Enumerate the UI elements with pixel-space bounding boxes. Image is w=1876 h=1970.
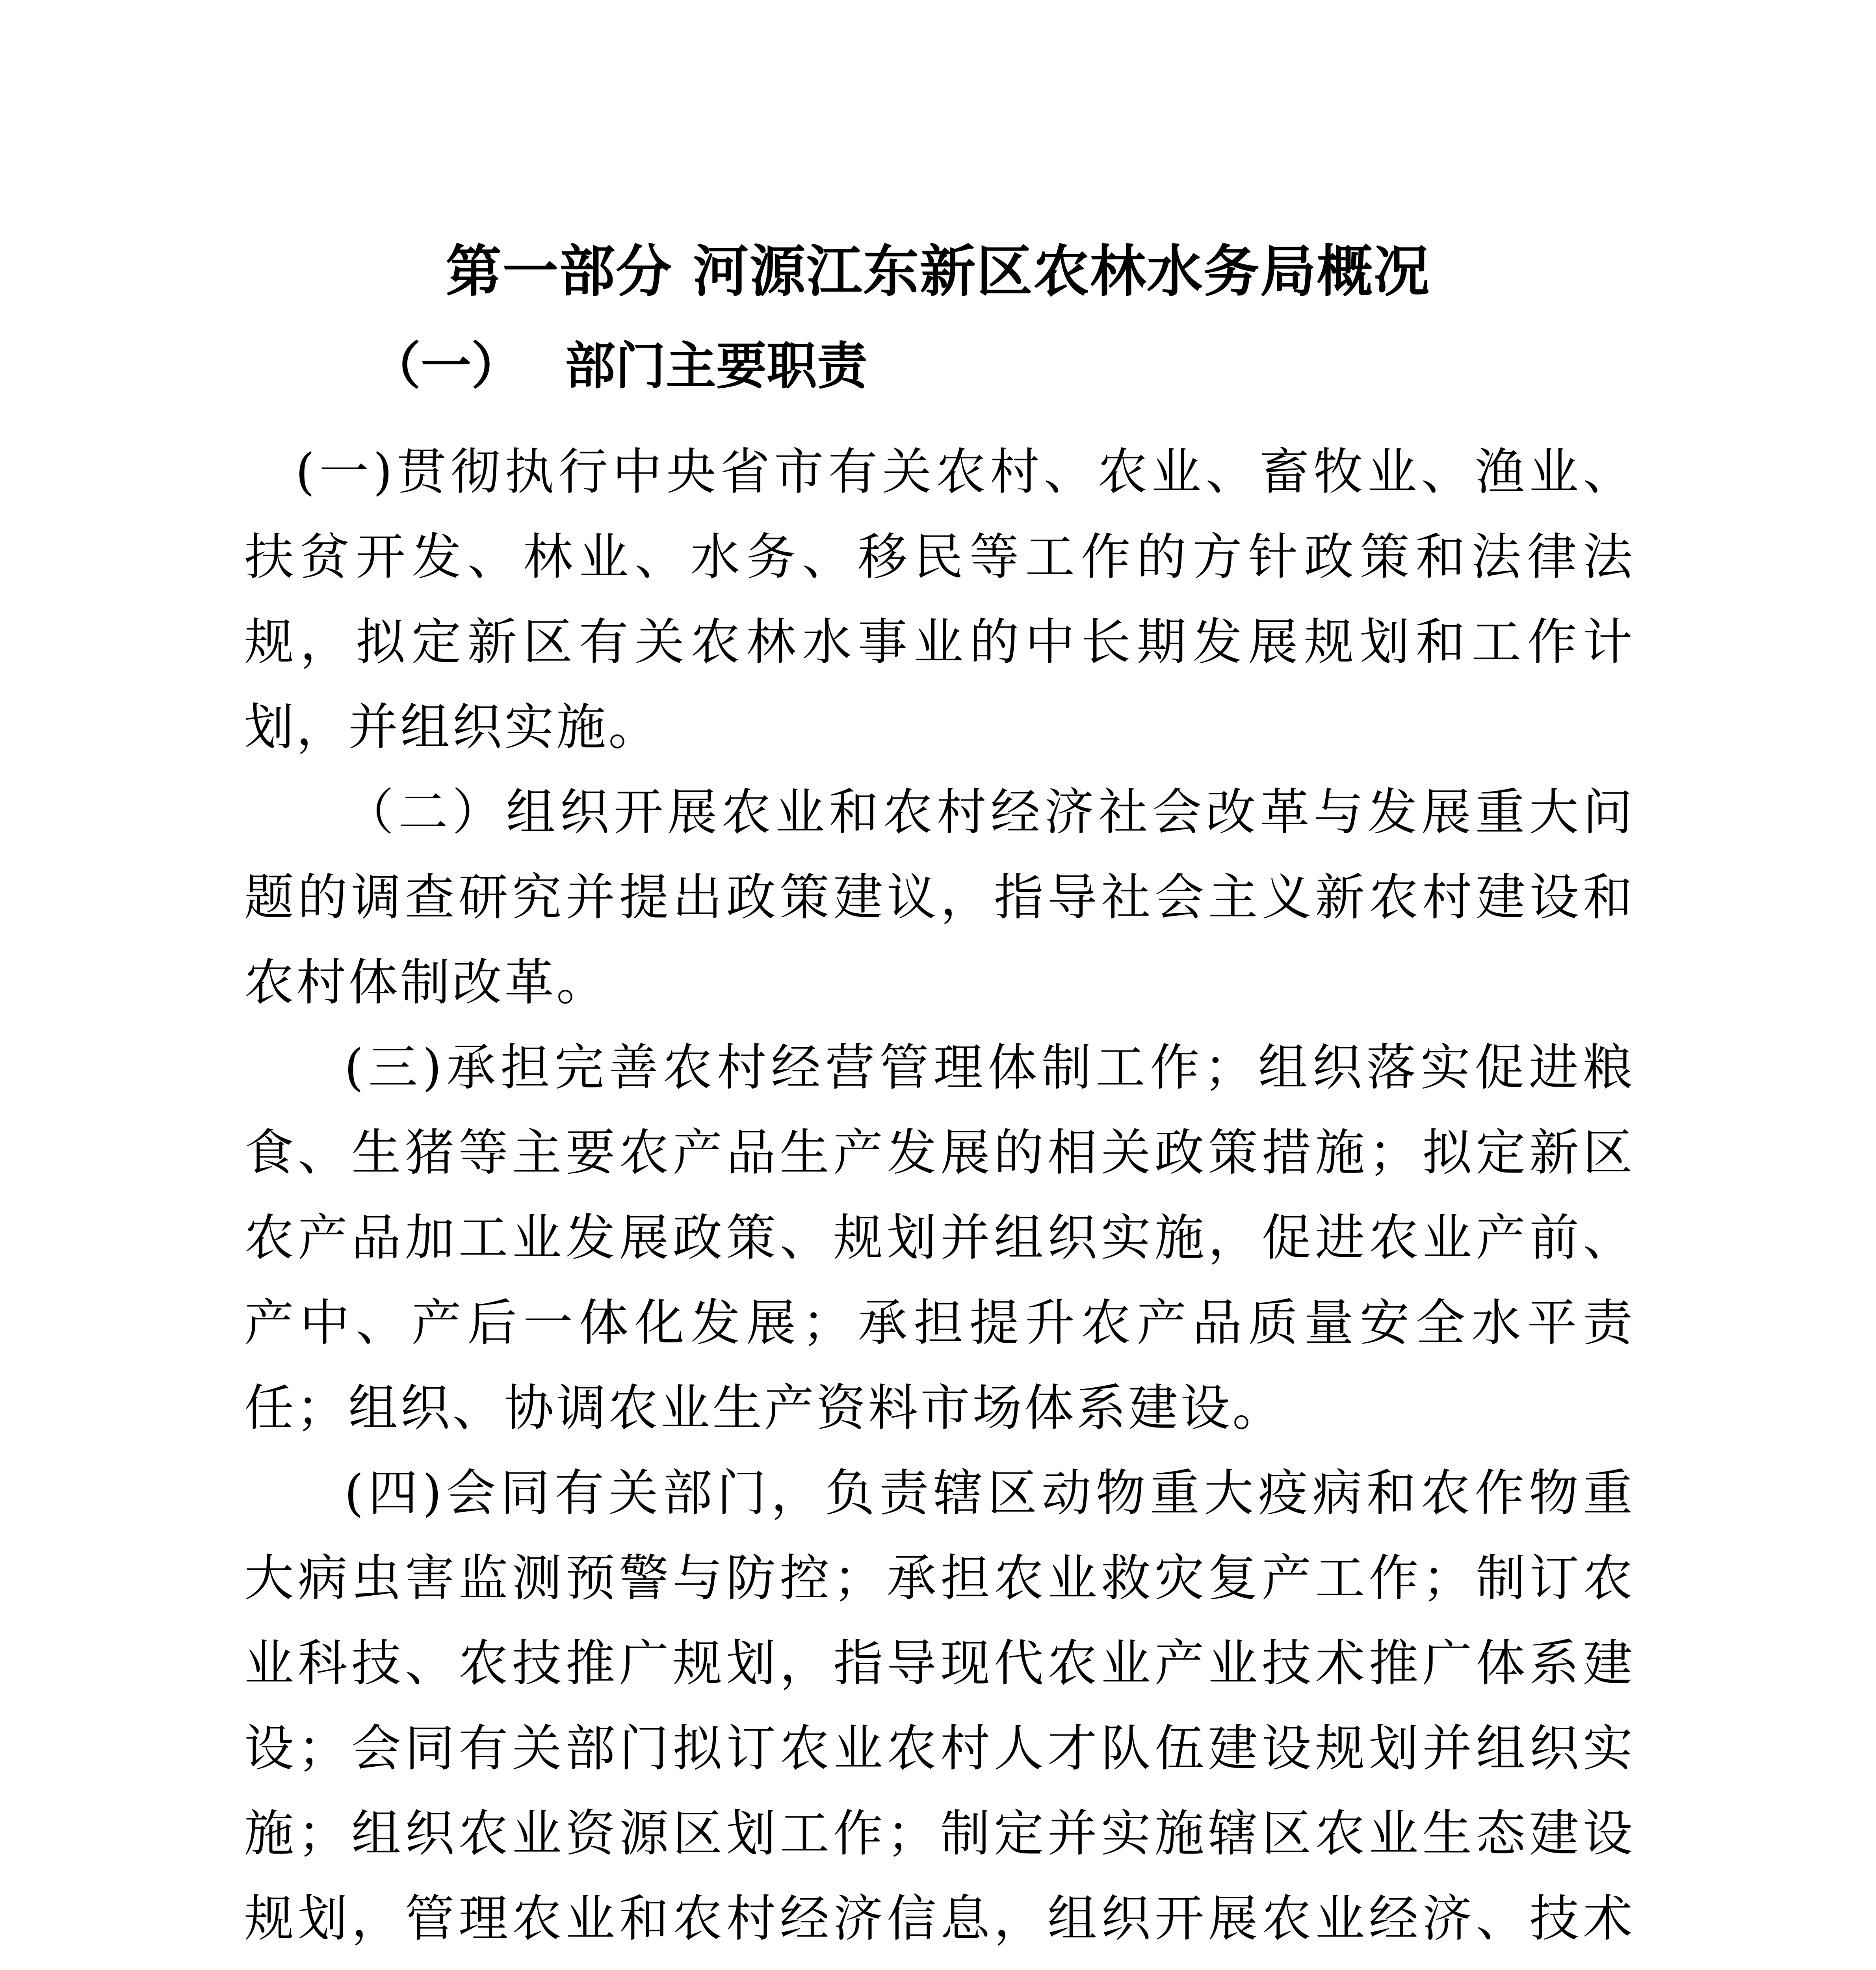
page-title: 第一部分 河源江东新区农林水务局概况: [446, 239, 1430, 304]
paragraph-2: （二）组织开展农业和农村经济社会改革与发展重大问题的调查研究并提出政策建议，指导社会主义新农村建设和农村体制改革。: [244, 783, 1635, 1011]
paragraph-4: (四)会同有关部门，负责辖区动物重大疫病和农作物重大病虫害监测预警与防控；承担农业救灾复产工作；制订农业科技、农技推广规划，指导现代农业产业技术推广体系建设；会同有关部门拟订农业农村人才队伍建设规划并组织实施；组织农业资源区划工作；制定并实施辖区农业生态建设规划，管理农业和农村经济信息，组织开展农业经济、技术: [244, 1464, 1635, 1948]
paragraph-3: (三)承担完善农村经营管理体制工作；组织落实促进粮食、生猪等主要农产品生产发展的相关政策措施；拟定新区农产品加工业发展政策、规划并组织实施，促进农业产前、产中、产后一体化发展；承担提升农产品质量安全水平责任；组织、协调农业生产资料市场体系建设。: [244, 1039, 1635, 1437]
section-heading-text: 部门主要职责: [565, 337, 868, 396]
section-heading: [370, 331, 867, 402]
document-body: [244, 429, 1635, 1970]
paragraph-1: (一)贯彻执行中央省市有关农村、农业、畜牧业、渔业、扶贫开发、林业、水务、移民等工作的方针政策和法律法规，拟定新区有关农林水事业的中长期发展规划和工作计划，并组织实施。: [244, 443, 1635, 756]
section-number: （一）: [370, 337, 522, 396]
